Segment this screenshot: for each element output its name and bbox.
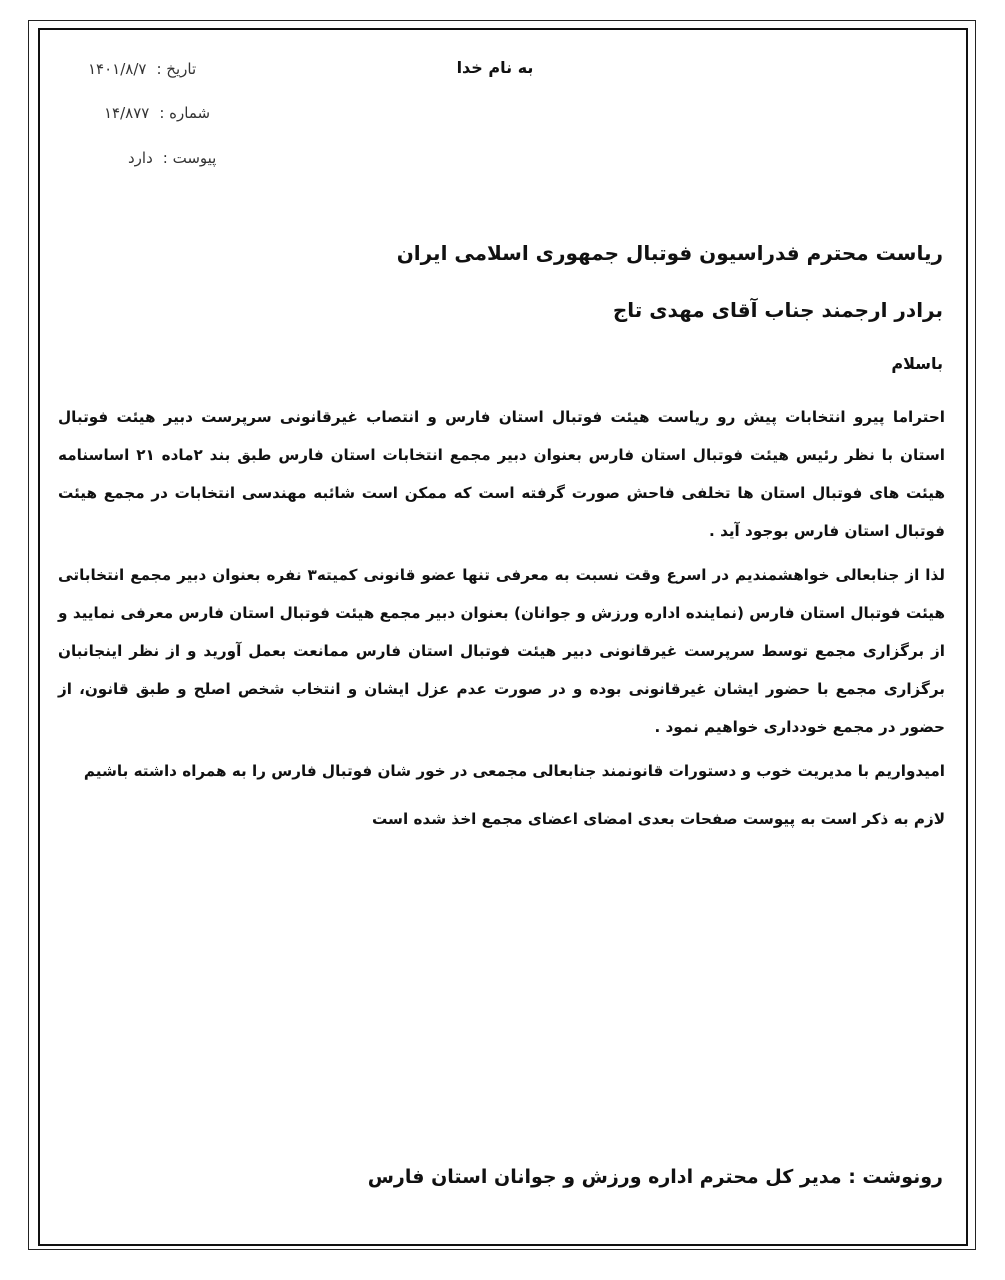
greeting: باسلام xyxy=(891,354,943,373)
attachment-value: دارد xyxy=(128,149,153,167)
recipient-name: برادر ارجمند جناب آقای مهدی تاج xyxy=(612,298,943,322)
recipient-title: ریاست محترم فدراسیون فوتبال جمهوری اسلامی ایران xyxy=(396,241,943,265)
attachment-row xyxy=(128,149,216,167)
number-row xyxy=(104,104,210,122)
cc-line: رونوشت : مدیر کل محترم اداره ورزش و جوانان استان فارس xyxy=(367,1166,943,1188)
body-hope-line: امیدواریم با مدیریت خوب و دستورات قانونمند جنابعالی مجمعی در خور شان فوتبال فارس را به همراه داشته باشیم xyxy=(83,762,945,780)
basmala-heading: به نام خدا xyxy=(456,58,534,77)
body-paragraph-1: احتراما پیرو انتخابات پیش رو ریاست هیئت فوتبال استان فارس و انتصاب غیرقانونی سرپرست دبیر هیئت فوتبال استان با نظر رئیس هیئت فوتبال استان فارس بعنوان دبیر مجمع انتخابات استان فارس طبق بند ۲ماده ۲۱ اساسنامه هیئت های فوتبال استان ها تخلفی فاحش صورت گرفته است که ممکن است شائبه مهندسی انتخابات در مجمع هیئت فوتبال استان فارس بوجود آید . xyxy=(58,408,945,540)
date-row xyxy=(88,60,196,78)
date-label: تاریخ : xyxy=(156,60,197,78)
date-value: ۱۴۰۱/۸/۷ xyxy=(88,60,147,78)
attachment-label: پیوست : xyxy=(162,149,217,167)
body-paragraph-2: لذا از جنابعالی خواهشمندیم در اسرع وقت نسبت به معرفی تنها عضو قانونی کمیته۳ نفره بعنوان دبیر مجمع انتخاباتی هیئت فوتبال استان فارس (نماینده اداره ورزش و جوانان) بعنوان دبیر مجمع هیئت فوتبال استان فارس معرفی نمایید و از برگزاری مجمع توسط سرپرست غیرقانونی دبیر هیئت فوتبال استان فارس ممانعت بعمل آورید و از نظر اینجانبان برگزاری مجمع با حضور ایشان غیرقانونی بوده و در صورت عدم عزل ایشان و انتخاب شخص اصلح و طبق قانون، از حضور در مجمع خودداری خواهیم نمود . xyxy=(58,566,945,736)
body-attachment-note: لازم به ذکر است به پیوست صفحات بعدی امضای اعضای مجمع اخذ شده است xyxy=(371,810,945,828)
number-label: شماره : xyxy=(159,104,211,122)
number-value: ۱۴/۸۷۷ xyxy=(104,104,150,122)
